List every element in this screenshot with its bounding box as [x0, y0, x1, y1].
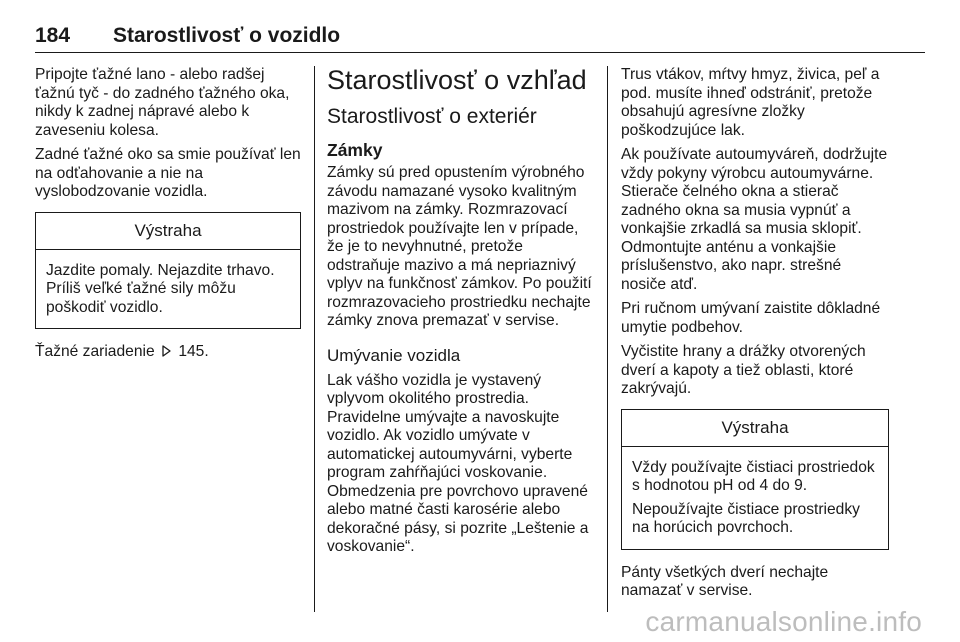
column-middle [327, 66, 593, 563]
column-divider [607, 66, 608, 612]
paragraph: Pánty všetkých dverí nechajte namazať v servise. [621, 563, 829, 599]
warning-body [36, 250, 300, 329]
paragraph: Vyčistite hrany a drážky otvorených dverí a kapoty a tiež oblasti, ktoré zakrývajú. [621, 343, 866, 397]
running-title: Starostlivosť o vozidlo [113, 24, 341, 47]
warning-text: Vždy používajte čistiaci prostriedok s hodnotou pH od 4 do 9. [632, 458, 875, 494]
subsection-heading: Starostlivosť o exteriér [327, 105, 537, 128]
section-heading: Starostlivosť o vzhľad [327, 65, 587, 95]
paragraph: Zadné ťažné oko sa smie používať len na odťahovanie a nie na vyslobodzovanie vozidla. [35, 146, 301, 200]
topic-heading: Zámky [327, 140, 383, 160]
column-right [621, 66, 889, 607]
paragraph: Pravidelne umývajte a navoskujte vozidlo. Ak vozidlo umývate v automatickej autoumyvárni, vyberte program zahŕňajúci voskovanie. [327, 408, 573, 481]
warning-box [621, 409, 889, 550]
cross-reference[interactable] [35, 343, 301, 362]
paragraph: Zámky sú pred opustením výrobného závodu namazané vysoko kvalitným mazivom na zámky. Rozmrazovací prostriedok používajte len v prípade, že je to nevyhnutné, pretože odstraňuje mazivo a má nepriaznivý vplyv na funkčnosť zámkov. Po použití rozmrazovacieho prostriedku nechajte zámky znova premazať v servise. [327, 164, 592, 329]
column-left [35, 66, 301, 368]
paragraph: Lak vášho vozidla je vystavený vplyvom okolitého prostredia. [327, 371, 542, 407]
warning-title: Výstraha [622, 410, 888, 447]
cross-reference-page: 145. [178, 343, 209, 360]
page-reference-arrow-icon [160, 345, 172, 357]
column-divider [314, 66, 315, 612]
cross-reference-text: Ťažné zariadenie [35, 343, 155, 360]
paragraph: Ak používate autoumyváreň, dodržujte vždy pokyny výrobcu autoumyvárne. Stierače čelného okna a stierač zadného okna sa musia vypnúť a vonkajšie zrkadlá sa musia sklopiť. Odmontujte anténu a vonkajšie príslušenstvo, ako napr. strešné nosiče atď. [621, 146, 888, 293]
warning-text: Jazdite pomaly. Nejazdite trhavo. Príliš veľké ťažné sily môžu poškodiť vozidlo. [46, 261, 275, 316]
warning-body [622, 447, 888, 549]
paragraph: Pripojte ťažné lano - alebo radšej ťažnú tyč - do zadného ťažného oka, nikdy k zadnej nápravé alebo k zaveseniu kolesa. [35, 66, 290, 139]
page-number: 184 [35, 24, 71, 47]
paragraph: Pri ručnom umývaní zaistite dôkladné umytie podbehov. [621, 300, 881, 336]
watermark: carmanualsonline.info [645, 606, 922, 637]
warning-title: Výstraha [36, 213, 300, 250]
paragraph: Trus vtákov, mŕtvy hmyz, živica, peľ a pod. musíte ihneď odstrániť, pretože obsahujú agresívne zložky poškodzujúce lak. [621, 66, 880, 139]
warning-text: Nepoužívajte čistiace prostriedky na horúcich povrchoch. [632, 500, 860, 536]
warning-box [35, 212, 301, 330]
paragraph: Obmedzenia pre povrchovo upravené alebo matné časti karosérie alebo dekoračné pásy, si pozrite „Leštenie a voskovanie“. [327, 482, 589, 555]
topic-heading: Umývanie vozidla [327, 345, 461, 365]
page-header [35, 18, 925, 53]
